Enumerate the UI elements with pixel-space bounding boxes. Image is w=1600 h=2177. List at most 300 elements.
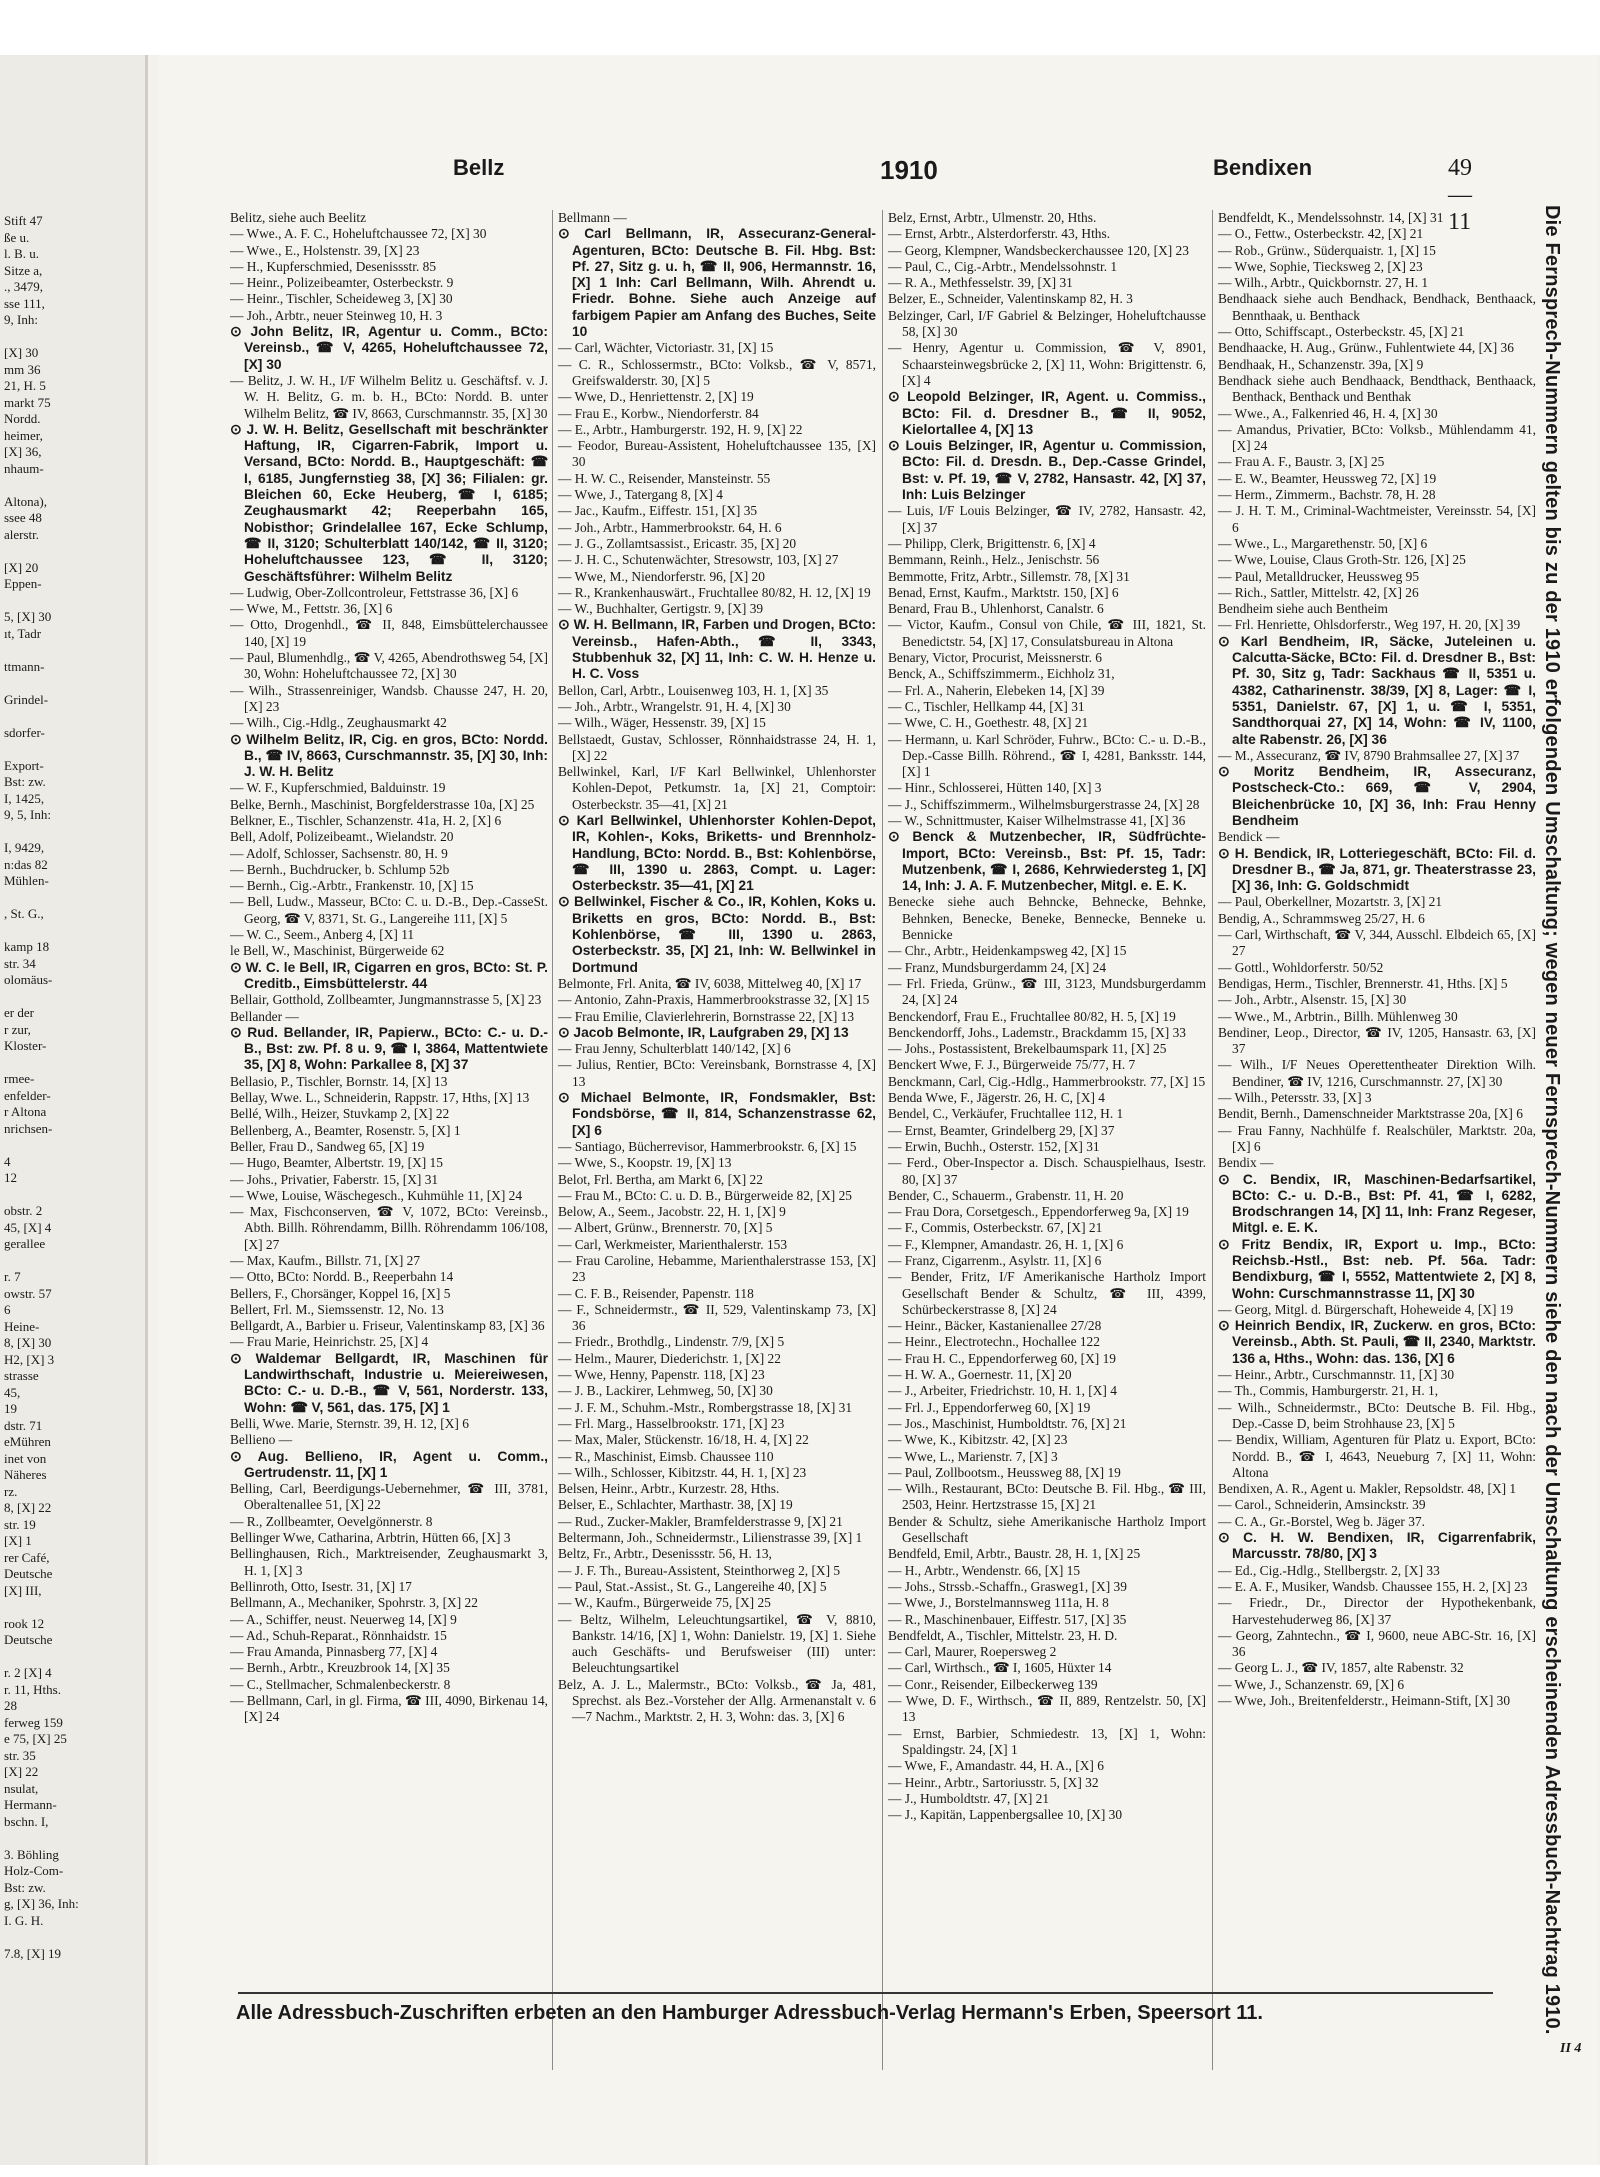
directory-entry: Benad, Ernst, Kaufm., Marktstr. 150, [X] 6	[888, 584, 1119, 600]
directory-entry: Bellair, Gotthold, Zollbeamter, Jungmannstrasse 5, [X] 23	[230, 992, 542, 1008]
directory-entry: — Johs., Strssb.-Schaffn., Grasweg1, [X] 39	[888, 1578, 1127, 1594]
previous-page-line: ., 3479,	[4, 279, 43, 294]
directory-entry: Benard, Frau B., Uhlenhorst, Canalstr. 6	[888, 601, 1104, 617]
directory-entry: — Wwe, Louise, Wäschegesch., Kuhmühle 11, [X] 24	[230, 1187, 523, 1203]
directory-entry: — Frau Marie, Heinrichstr. 25, [X] 4	[230, 1334, 429, 1350]
directory-entry: — Feodor, Bureau-Assistent, Hoheluftchaussee 135, [X] 30	[558, 438, 876, 470]
previous-page-line: obstr. 2	[4, 1203, 43, 1218]
directory-entry: — Carl, Wirthschaft, ☎ V, 344, Ausschl. Elbdeich 65, [X] 27	[1218, 927, 1536, 959]
directory-entry: — W. C., Seem., Anberg 4, [X] 11	[230, 927, 415, 943]
directory-entry: — Amandus, Privatier, BCto: Volksb., Mühlendamm 41, [X] 24	[1218, 421, 1536, 454]
previous-page-line: 21, H. 5	[4, 378, 46, 393]
directory-entry: — F., Schneidermstr., ☎ II, 529, Valentinskamp 73, [X] 36	[558, 1301, 876, 1334]
previous-page-line: Deutsche	[4, 1566, 53, 1581]
previous-page-line: 8, [X] 30	[4, 1335, 52, 1350]
footer-rule	[238, 1992, 1493, 1994]
directory-entry: — Wwe, M., Niendorferstr. 96, [X] 20	[558, 568, 765, 584]
directory-entry: Belzinger, Carl, I/F Gabriel & Belzinger, Hoheluftchausse 58, [X] 30	[888, 307, 1206, 340]
directory-entry: — Wwe, J., Borstelmannsweg 111a, H. 8	[888, 1595, 1109, 1611]
directory-entry: — H. W. C., Reisender, Mansteinstr. 55	[558, 470, 771, 486]
directory-entry: ⊙ C. Bendix, IR, Maschinen-Bedarfsartikel, BCto: C.- u. D.-B., Bst: Pf. 41, ☎ I, 6282, Brodschrangen 14, [X] 11, Inh: Franz Regeser, Mitgl. e. E. K.	[1218, 1171, 1536, 1236]
directory-entry: — Erwin, Buchh., Osterstr. 152, [X] 31	[888, 1138, 1100, 1154]
directory-entry: Beltermann, Joh., Schneidermstr., Lilienstrasse 39, [X] 1	[558, 1530, 863, 1546]
directory-entry: Bellasio, P., Tischler, Bornstr. 14, [X] 13	[230, 1073, 448, 1089]
previous-page-line: Näheres	[4, 1467, 47, 1482]
previous-page-line: enfelder-	[4, 1087, 51, 1103]
directory-entry: ⊙ Louis Belzinger, IR, Agentur u. Commission, BCto: Fil. d. Dresdn. B., Dep.-Casse Grindel, Bst: v. Pf. 19, ☎ V, 2782, Hansastr. 42, [X] 37, Inh: Luis Belzinger	[888, 438, 1206, 503]
directory-entry: — C. F. B., Reisender, Papenstr. 118	[558, 1285, 754, 1301]
previous-page-line: 8, [X] 22	[4, 1500, 52, 1515]
directory-entry: ⊙ John Belitz, IR, Agentur u. Comm., BCto: Vereinsb., ☎ V, 4265, Hoheluftchaussee 72, [X] 30	[230, 324, 548, 372]
directory-entry: Bellieno —	[230, 1432, 293, 1448]
directory-entry: ⊙ Jacob Belmonte, IR, Laufgraben 29, [X] 13	[558, 1024, 849, 1040]
directory-entry: Bendick —	[1218, 829, 1280, 845]
signature-mark: II 4	[1560, 2041, 1582, 2056]
side-margin-notice	[1523, 205, 1583, 2105]
directory-entry: — Wilh., I/F Neues Operettentheater Direktion Wilh. Bendiner, ☎ IV, 1216, Curschmannstr. 27, [X] 30	[1218, 1057, 1536, 1089]
directory-entry: Belke, Bernh., Maschinist, Borgfelderstrasse 10a, [X] 25	[230, 796, 535, 812]
directory-entry: — Jac., Kaufm., Eiffestr. 151, [X] 35	[558, 503, 758, 519]
directory-entry: ⊙ C. H. W. Bendixen, IR, Cigarrenfabrik, Marcusstr. 78/80, [X] 3	[1218, 1530, 1536, 1562]
previous-page-line: [X] 22	[4, 1764, 39, 1779]
directory-entry: — R., Krankenhauswärt., Fruchtallee 80/82, H. 12, [X] 19	[558, 584, 871, 600]
directory-entry: — Bender, Fritz, I/F Amerikanische Hartholz Import Gesellschaft Bender & Schultz, ☎ III, 4399, Schürbeckerstrasse 8, [X] 24	[888, 1269, 1206, 1317]
directory-entry: — Wwe, D., Henriettenstr. 2, [X] 19	[558, 389, 754, 405]
column-2	[552, 210, 876, 2070]
directory-entry: — Paul, Metalldrucker, Heussweg 95	[1218, 568, 1420, 584]
column-3	[882, 210, 1206, 2070]
directory-entry: Bellers, F., Chorsänger, Koppel 16, [X] 5	[230, 1285, 451, 1301]
previous-page-line	[0, 543, 145, 560]
previous-page-line: g, [X] 36, Inh:	[4, 1896, 79, 1911]
directory-entry: — Joh., Arbtr., Hammerbrookstr. 64, H. 6	[558, 519, 782, 535]
directory-entry: — Wwe, K., Kibitzstr. 42, [X] 23	[888, 1432, 1068, 1448]
previous-page-line: mm 36	[4, 361, 41, 377]
directory-entry: — W., Schnittmuster, Kaiser Wilhelmstrasse 41, [X] 36	[888, 812, 1186, 828]
directory-entry: Bellmann —	[558, 210, 627, 225]
previous-page-line: 19	[4, 1401, 17, 1416]
directory-entry: — E. W., Beamter, Heussweg 72, [X] 19	[1218, 470, 1437, 486]
previous-page-line: [X] 30	[4, 345, 39, 360]
previous-page-line: [X] 36,	[4, 444, 42, 459]
directory-entry: — Frau E., Korbw., Niendorferstr. 84	[558, 405, 759, 421]
directory-entry: — Ernst, Barbier, Schmiedestr. 13, [X] 1, Wohn: Spaldingstr. 24, [X] 1	[888, 1725, 1206, 1757]
previous-page-line: [X] III,	[4, 1582, 42, 1598]
directory-entry: Belmonte, Frl. Anita, ☎ IV, 6038, Mittelweg 40, [X] 17	[558, 975, 862, 991]
previous-page-line: str. 34	[4, 955, 36, 971]
directory-entry: — J., Humboldtstr. 47, [X] 21	[888, 1790, 1050, 1806]
directory-entry: — Wilh., Wäger, Hessenstr. 39, [X] 15	[558, 715, 766, 731]
directory-entry: Bendig, A., Schrammsweg 25/27, H. 6	[1218, 910, 1425, 926]
directory-entry: Belkner, E., Tischler, Schanzenstr. 41a, H. 2, [X] 6	[230, 812, 502, 828]
directory-entry: — Rich., Sattler, Mittelstr. 42, [X] 26	[1218, 584, 1419, 600]
previous-page-line: l. B. u.	[4, 246, 40, 261]
previous-page-line: r. 2 [X] 4	[4, 1665, 52, 1680]
directory-entry: — F., Klempner, Amandastr. 26, H. 1, [X] 6	[888, 1236, 1124, 1252]
directory-entry: — Franz, Mundsburgerdamm 24, [X] 24	[888, 959, 1107, 975]
previous-page-line: Grindel-	[4, 691, 49, 707]
previous-page-line	[0, 675, 145, 692]
column-1	[230, 210, 548, 2070]
directory-entry: — Frau Dora, Corsetgesch., Eppendorferweg 9a, [X] 19	[888, 1204, 1189, 1220]
header-right-keyword: Bendixen	[1213, 155, 1313, 180]
directory-entry: — Ernst, Beamter, Grindelberg 29, [X] 37	[888, 1122, 1115, 1138]
previous-page-line: , St. G.,	[4, 906, 44, 921]
directory-entry: Belitz, siehe auch Beelitz	[230, 210, 367, 225]
directory-entry: ⊙ W. C. le Bell, IR, Cigarren en gros, BCto: St. P. Creditb., Eimsbüttelerstr. 44	[230, 959, 548, 991]
directory-entry: ⊙ Bellwinkel, Fischer & Co., IR, Kohlen, Koks u. Briketts en gros, BCto: Nordd. B., Bst: Kohlenbörse, ☎ III, 1390 u. 2863, Osterbeckstr. 35, [X] 21, Inh: W. Bellwinkel in Dortmund	[558, 894, 876, 975]
directory-entry: — Max, Kaufm., Billstr. 71, [X] 27	[230, 1253, 421, 1268]
directory-entry: Belling, Carl, Beerdigungs-Uebernehmer, ☎ III, 3781, Oberaltenallee 51, [X] 22	[230, 1481, 548, 1513]
directory-entry: — Carol., Schneiderin, Amsinckstr. 39	[1218, 1497, 1426, 1513]
directory-entry: ⊙ W. H. Bellmann, IR, Farben und Drogen, BCto: Vereinsb., Hafen-Abth., ☎ II, 3343, Stubbenhuk 32, [X] 11, Inh: C. W. H. Henze u. H. C. Voss	[558, 617, 876, 682]
directory-entry: — E. A. F., Musiker, Wandsb. Chaussee 155, H. 2, [X] 23	[1218, 1578, 1528, 1594]
directory-entry: — O., Fettw., Osterbeckstr. 42, [X] 21	[1218, 226, 1424, 242]
directory-page	[158, 55, 1598, 2165]
previous-page-line	[0, 593, 145, 610]
directory-entry: — Santiago, Bücherrevisor, Hammerbrookstr. 6, [X] 15	[558, 1138, 857, 1154]
directory-entry: — Georg L. J., ☎ IV, 1857, alte Rabenstr. 32	[1218, 1660, 1464, 1676]
previous-page-line: Hermann-	[4, 1797, 57, 1812]
previous-page-line: I. G. H.	[4, 1912, 44, 1928]
directory-entry: — R., Zollbeamter, Oevelgönnerstr. 8	[230, 1513, 433, 1529]
directory-entry: — Carl, Maurer, Roepersweg 2	[888, 1644, 1057, 1660]
previous-page-line: 7.8, [X] 19	[4, 1945, 62, 1961]
directory-entry: Beller, Frau D., Sandweg 65, [X] 19	[230, 1138, 425, 1154]
directory-entry: — Frl. Frieda, Grünw., ☎ III, 3123, Mundsburgerdamm 24, [X] 24	[888, 975, 1206, 1008]
directory-entry: — H., Arbtr., Wendenstr. 66, [X] 15	[888, 1562, 1081, 1578]
directory-entry: — Bellmann, Carl, in gl. Firma, ☎ III, 4090, Birkenau 14, [X] 24	[230, 1693, 548, 1725]
previous-page-line: owstr. 57	[4, 1285, 52, 1301]
previous-page-line: nrichsen-	[4, 1120, 53, 1136]
previous-page-line: markt 75	[4, 394, 51, 410]
directory-entry: — C. R., Schlossermstr., BCto: Volksb., ☎ V, 8571, Greifswalderstr. 30, [X] 5	[558, 356, 876, 388]
directory-entry: — Helm., Maurer, Diederichstr. 1, [X] 22	[558, 1350, 781, 1366]
previous-page-line: bschn. I,	[4, 1813, 49, 1829]
directory-entry: — J. G., Zollamtsassist., Ericastr. 35, [X] 20	[558, 535, 797, 551]
directory-entry: Bellstaedt, Gustav, Schlosser, Rönnhaidstrasse 24, H. 1, [X] 22	[558, 731, 876, 763]
directory-entry: — C. A., Gr.-Borstel, Weg b. Jäger 37.	[1218, 1513, 1425, 1529]
directory-entry: — Bell, Ludw., Masseur, BCto: C. u. D.-B., Dep.-CasseSt. Georg, ☎ V, 8371, St. G., Langereihe 111, [X] 5	[230, 894, 548, 926]
previous-page-line: I, 1425,	[4, 790, 45, 806]
previous-page-line	[0, 642, 145, 659]
directory-entry: — Johs., Privatier, Faberstr. 15, [X] 31	[230, 1171, 439, 1187]
directory-entry: — Max, Maler, Stückenstr. 16/18, H. 4, [X] 22	[558, 1432, 809, 1448]
directory-entry: — W. F., Kupferschmied, Balduinstr. 19	[230, 780, 446, 796]
directory-entry: le Bell, W., Maschinist, Bürgerweide 62	[230, 943, 445, 959]
directory-entry: — Frl. A., Naherin, Elebeken 14, [X] 39	[888, 682, 1105, 698]
directory-entry: — J. F. M., Schuhm.-Mstr., Rombergstrasse 18, [X] 31	[558, 1399, 853, 1415]
previous-page-line	[0, 1137, 145, 1154]
directory-entry: — Heinr., Bäcker, Kastanienallee 27/28	[888, 1318, 1102, 1334]
directory-entry: — Wwe, S., Koopstr. 19, [X] 13	[558, 1155, 732, 1171]
directory-entry: ⊙ Carl Bellmann, IR, Assecuranz-General-Agenturen, BCto: Deutsche B. Fil. Hbg. Bst: Pf. 27, Sitz g. u. h, ☎ II, 906, Hermannstr. 16, [X] 1 Inh: Carl Bellmann, Wilh. Ahrendt u. Friedr. Bohne. Siehe auch Anzeige auf farbigem Papier am Anfang des Buches, Seite 10	[558, 226, 876, 340]
directory-entry: Bellmann, A., Mechaniker, Spohrstr. 3, [X] 22	[230, 1595, 478, 1611]
directory-entry: Belzer, E., Schneider, Valentinskamp 82, H. 3	[888, 291, 1133, 307]
previous-page-line: sse 111,	[4, 295, 45, 311]
directory-entry: — Otto, Drogenhdl., ☎ II, 848, Eimsbüttelerchaussee 140, [X] 19	[230, 617, 548, 649]
directory-entry: — J. F. Th., Bureau-Assistent, Steinthorweg 2, [X] 5	[558, 1562, 841, 1578]
previous-page-edge	[0, 55, 148, 2165]
previous-page-line: 12	[4, 1170, 17, 1185]
previous-page-line: Bst: zw.	[4, 1879, 46, 1895]
directory-entry: — Wwe, J., Tatergang 8, [X] 4	[558, 487, 723, 503]
directory-entry: — Heinr., Tischler, Scheideweg 3, [X] 30	[230, 291, 453, 307]
previous-page-line: Eppen-	[4, 576, 42, 591]
previous-page-line: 45,	[4, 1384, 21, 1400]
column-4	[1212, 210, 1536, 2070]
directory-entry: Bellgardt, A., Barbier u. Friseur, Valentinskamp 83, [X] 36	[230, 1318, 545, 1334]
directory-entry: ⊙ Aug. Bellieno, IR, Agent u. Comm., Gertrudenstr. 11, [X] 1	[230, 1448, 548, 1480]
previous-page-line	[0, 1055, 145, 1072]
directory-entry: ⊙ Michael Belmonte, IR, Fondsmakler, Bst: Fondsbörse, ☎ II, 814, Schanzenstrasse 62, [X] 6	[558, 1090, 876, 1138]
previous-page-line: alerstr.	[4, 526, 40, 542]
directory-entry: — Otto, Schiffscapt., Osterbeckstr. 45, [X] 21	[1218, 324, 1465, 340]
previous-page-line: inet von	[4, 1450, 47, 1466]
directory-entry: Benckendorf, Frau E., Fruchtallee 80/82, H. 5, [X] 19	[888, 1008, 1176, 1024]
directory-entry: — Georg, Mitgl. d. Bürgerschaft, Hoheweide 4, [X] 19	[1218, 1301, 1514, 1317]
directory-entry: — Wwe., L., Margarethenstr. 50, [X] 6	[1218, 535, 1428, 551]
page-number: 49—11	[1448, 155, 1472, 235]
directory-entry: — Frau Fanny, Nachhülfe f. Realschüler, Marktstr. 20a, [X] 6	[1218, 1122, 1536, 1154]
directory-entry: Bellinroth, Otto, Isestr. 31, [X] 17	[230, 1578, 412, 1594]
directory-entry: — Georg, Zahntechn., ☎ I, 9600, neue ABC-Str. 16, [X] 36	[1218, 1627, 1536, 1660]
previous-page-line: 5, [X] 30	[4, 609, 52, 624]
directory-entry: — M., Assecuranz, ☎ IV, 8790 Brahmsallee 27, [X] 37	[1218, 747, 1520, 763]
directory-entry: Bellert, Frl. M., Siemssenstr. 12, No. 13	[230, 1301, 444, 1317]
side-notice-text: Die Fernsprech-Nummern gelten bis zu der 1910 erfolgenden Umschaltung; wegen neuer Fernsprech-Nummern siehe den nach der Umschaltung erscheinenden Adressbuch-Nachtrag 1910.	[1541, 205, 1563, 2035]
previous-page-line: ıt, Tadr	[4, 625, 42, 641]
previous-page-line: 6	[4, 1302, 11, 1317]
previous-page-line: rook 12	[4, 1615, 45, 1631]
directory-entry: Bendfeldt, K., Mendelssohnstr. 14, [X] 31	[1218, 210, 1444, 225]
directory-entry: — Hugo, Beamter, Albertstr. 19, [X] 15	[230, 1155, 443, 1171]
directory-entry: — Paul, C., Cig.-Arbtr., Mendelssohnstr. 1	[888, 258, 1118, 274]
directory-entry: Belli, Wwe. Marie, Sternstr. 39, H. 12, [X] 6	[230, 1415, 469, 1431]
directory-entry: Bellander —	[230, 1008, 299, 1024]
directory-entry: — Wwe, M., Fettstr. 36, [X] 6	[230, 601, 393, 617]
previous-page-line: ttmann-	[4, 658, 45, 674]
directory-entry: — Friedr., Dr., Director der Hypothekenbank, Harvestehuderweg 86, [X] 37	[1218, 1595, 1536, 1627]
directory-entry: — Wilh., Petersstr. 33, [X] 3	[1218, 1090, 1372, 1106]
previous-page-line: kamp 18	[4, 939, 50, 954]
directory-entry: Bellwinkel, Karl, I/F Karl Bellwinkel, Uhlenhorster Kohlen-Depot, Petkumstr. 1a, [X] 21, Comptoir: Osterbeckstr. 35—41, [X] 21	[558, 764, 876, 812]
previous-page-line: [X] 20	[4, 559, 39, 575]
directory-entry: ⊙ Karl Bellwinkel, Uhlenhorster Kohlen-Depot, IR, Kohlen-, Koks, Briketts- und Brennholz-Handlung, BCto: Nordd. B., Bst: Kohlenbörse, ☎ III, 1390 u. 2863, Compt. u. Lager: Osterbeckstr. 35—41, [X] 21	[558, 812, 876, 894]
directory-entry: — Rob., Grünw., Süderquaistr. 1, [X] 15	[1218, 242, 1436, 258]
directory-entry: — Carl, Wirthsch., ☎ I, 1605, Hüxter 14	[888, 1660, 1112, 1676]
previous-page-line: Holz-Com-	[4, 1863, 64, 1878]
directory-entry: — Paul, Blumenhdlg., ☎ V, 4265, Abendrothsweg 54, [X] 30, Wohn: Hoheluftchaussee 72, [X] 30	[230, 650, 548, 682]
previous-page-line: r. 11, Hths.	[4, 1681, 61, 1697]
directory-entry: — Wwe, F., Amandastr. 44, H. A., [X] 6	[888, 1758, 1104, 1774]
directory-entry: Bender & Schultz, siehe Amerikanische Hartholz Import Gesellschaft	[888, 1513, 1206, 1546]
directory-entry: Bendfeldt, A., Tischler, Mittelstr. 23, H. D.	[888, 1627, 1118, 1643]
previous-page-line	[0, 477, 145, 494]
directory-entry: — Th., Commis, Hamburgerstr. 21, H. 1,	[1218, 1383, 1439, 1399]
directory-entry: Bendfeld, Emil, Arbtr., Baustr. 28, H. 1, [X] 25	[888, 1546, 1141, 1562]
directory-entry: ⊙ Rud. Bellander, IR, Papierw., BCto: C.- u. D.-B., Bst: zw. Pf. 8 u. 9, ☎ I, 3864, Mattentwiete 35, [X] 8, Wohn: Parkallee 8, [X] 37	[230, 1024, 548, 1073]
directory-entry: — Max, Fischconserven, ☎ V, 1072, BCto: Vereinsb., Abth. Billh. Röhrendamm, Billh. Röhrendamm 106/108, [X] 27	[230, 1204, 548, 1252]
directory-entry: Benckendorff, Johs., Lademstr., Brackdamm 15, [X] 33	[888, 1024, 1186, 1040]
directory-entry: Bell, Adolf, Polizeibeamt., Wielandstr. 20	[230, 829, 454, 845]
directory-entry: — Friedr., Brothdlg., Lindenstr. 7/9, [X] 5	[558, 1334, 785, 1350]
previous-page-line	[0, 890, 145, 907]
directory-entry: ⊙ Wilhelm Belitz, IR, Cig. en gros, BCto: Nordd. B., ☎ IV, 8663, Curschmannstr. 35, [X] 30, Inh: J. W. H. Belitz	[230, 731, 548, 780]
directory-entry: — Johs., Postassistent, Brekelbaumspark 11, [X] 25	[888, 1041, 1167, 1057]
directory-entry: — Frl. J., Eppendorferweg 60, [X] 19	[888, 1399, 1091, 1415]
directory-entry: — Heinr., Polizeibeamter, Osterbeckstr. 9	[230, 275, 454, 291]
directory-entry: — Antonio, Zahn-Praxis, Hammerbrookstrasse 32, [X] 15	[558, 992, 870, 1008]
directory-entry: — Frau Jenny, Schulterblatt 140/142, [X] 6	[558, 1041, 791, 1057]
directory-entry: — Wwe, D. F., Wirthsch., ☎ II, 889, Rentzelstr. 50, [X] 13	[888, 1693, 1206, 1725]
directory-entry: — Hermann, u. Karl Schröder, Fuhrw., BCto: C.- u. D.-B., Dep.-Casse Billh. Röhrend., ☎ I, 4281, Banksstr. 144, [X] 1	[888, 731, 1206, 780]
previous-page-line: heimer,	[4, 427, 43, 443]
directory-entry: — Frau M., BCto: C. u. D. B., Bürgerweide 82, [X] 25	[558, 1187, 852, 1203]
previous-page-line: Heine-	[4, 1318, 40, 1334]
directory-entry: Benckmann, Carl, Cig.-Hdlg., Hammerbrookstr. 77, [X] 15	[888, 1073, 1206, 1089]
directory-entry: Beltz, Fr., Arbtr., Desenissstr. 56, H. 13,	[558, 1546, 772, 1562]
footer-notice: Alle Adressbuch-Zuschriften erbeten an den Hamburger Adressbuch-Verlag Hermann's Erben, Speersort 11.	[236, 2002, 1263, 2024]
directory-entry: — Wilh., Restaurant, BCto: Deutsche B. Fil. Hbg., ☎ III, 2503, Heinr. Hertzstrasse 15, [X] 21	[888, 1481, 1206, 1513]
directory-entry: — Bernh., Cig.-Arbtr., Frankenstr. 10, [X] 15	[230, 878, 474, 894]
directory-entry: — Frl. Henriette, Ohlsdorferstr., Weg 197, H. 20, [X] 39	[1218, 617, 1521, 633]
directory-entry: — Wilh., Strassenreiniger, Wandsb. Chausse 247, H. 20, [X] 23	[230, 682, 548, 714]
directory-entry: — Chr., Arbtr., Heidenkampsweg 42, [X] 15	[888, 943, 1127, 959]
directory-entry: — Joh., Arbtr., Wrangelstr. 91, H. 4, [X] 30	[558, 698, 791, 714]
directory-entry: — Paul, Stat.-Assist., St. G., Langereihe 40, [X] 5	[558, 1578, 827, 1594]
directory-entry: — Wilh., Arbtr., Quickbornstr. 27, H. 1	[1218, 275, 1429, 291]
directory-entry: — Joh., Arbtr., Alsenstr. 15, [X] 30	[1218, 992, 1407, 1008]
directory-entry: — Frau Caroline, Hebamme, Marienthalerstrasse 153, [X] 23	[558, 1253, 876, 1285]
previous-page-line: r. 7	[4, 1269, 21, 1284]
previous-page-line: rer Café,	[4, 1549, 50, 1565]
directory-entry: — J., Arbeiter, Friedrichstr. 10, H. 1, [X] 4	[888, 1383, 1117, 1399]
directory-entry: — Ad., Schuh-Reparat., Rönnhaidstr. 15	[230, 1627, 447, 1643]
previous-page-line: strasse	[4, 1368, 39, 1383]
directory-entry: — Wilh., Schlosser, Kibitzstr. 44, H. 1, [X] 23	[558, 1464, 807, 1480]
previous-page-line: Nordd.	[4, 411, 41, 426]
directory-entry: — Wwe, Sophie, Tiecksweg 2, [X] 23	[1218, 258, 1423, 274]
directory-entry: — Philipp, Clerk, Brigittenstr. 6, [X] 4	[888, 535, 1096, 551]
directory-entry: — H., Kupferschmied, Desenissstr. 85	[230, 258, 437, 274]
previous-page-line: r zur,	[4, 1021, 31, 1037]
directory-entry: ⊙ Waldemar Bellgardt, IR, Maschinen für Landwirthschaft, Industrie u. Meiereiwesen, BCto: C.- u. D.-B., ☎ V, 561, Norderstr. 133, Wohn: ☎ V, 561, das. 175, [X] 1	[230, 1350, 548, 1415]
directory-entry: — Jos., Maschinist, Humboldtstr. 76, [X] 21	[888, 1415, 1127, 1431]
directory-entry: — Frl. Marg., Hasselbrookstr. 171, [X] 23	[558, 1415, 785, 1431]
previous-page-line	[0, 1830, 145, 1847]
previous-page-line	[0, 708, 145, 725]
directory-entry: ⊙ J. W. H. Belitz, Gesellschaft mit beschränkter Haftung, IR, Cigarren-Fabrik, Import u. Versand, BCto: Nordd. B., Hauptgeschäft: ☎ I, 6185, Jungfernstieg 38, [X] 36; Filialen: gr. Bleichen 60, Ecke Heuberg, ☎ I, 6185; Zeughausmarkt 42; Reeperbahn 165, Nobisthor; Grindelallee 167, Ecke Schlump, ☎ II, 3120; Schulterblatt 140/142, ☎ II, 3120; Hoheluftchaussee 123, ☎ II, 3120; Geschäftsführer: Wilhelm Belitz	[230, 421, 548, 584]
previous-page-line: olomäus-	[4, 972, 53, 987]
directory-entry: Belsen, Heinr., Arbtr., Kurzestr. 28, Hths.	[558, 1481, 780, 1497]
directory-entry: Bemmotte, Fritz, Arbtr., Sillemstr. 78, [X] 31	[888, 568, 1130, 584]
directory-entry: Benary, Victor, Procurist, Meissnerstr. 6	[888, 650, 1102, 666]
directory-entry: — R., Maschinenbauer, Eiffestr. 517, [X] 35	[888, 1611, 1127, 1627]
previous-page-line	[0, 923, 145, 940]
previous-page-line: 9, 5, Inh:	[4, 807, 51, 822]
previous-page-text	[0, 55, 145, 1962]
previous-page-line: n:das 82	[4, 856, 48, 872]
directory-entry: ⊙ Leopold Belzinger, IR, Agent. u. Commiss., BCto: Fil. d. Dresdner B., ☎ II, 9052, Kielortallee 4, [X] 13	[888, 389, 1206, 437]
directory-entry: — Franz, Cigarrenm., Asylstr. 11, [X] 6	[888, 1253, 1102, 1268]
directory-entry: — Rud., Zucker-Makler, Bramfelderstrasse 9, [X] 21	[558, 1513, 843, 1529]
directory-entry: Belser, E., Schlachter, Marthastr. 38, [X] 19	[558, 1497, 793, 1513]
directory-entry: — Herm., Zimmerm., Bachstr. 78, H. 28	[1218, 487, 1436, 503]
directory-entry: Bellé, Wilh., Heizer, Stuvkamp 2, [X] 22	[230, 1106, 450, 1122]
directory-entry: — Wwe, Joh., Breitenfelderstr., Heimann-Stift, [X] 30	[1218, 1693, 1511, 1709]
directory-entry: Bemmann, Reinh., Helz., Jenischstr. 56	[888, 552, 1100, 568]
directory-entry: Bellinger Wwe, Catharina, Arbtrin, Hütten 66, [X] 3	[230, 1530, 511, 1546]
directory-entry: — Wwe., M., Arbtrin., Billh. Mühlenweg 30	[1218, 1008, 1458, 1024]
previous-page-line: r Altona	[4, 1104, 47, 1119]
directory-entry: — J., Schiffszimmerm., Wilhelmsburgerstrasse 24, [X] 28	[888, 796, 1200, 812]
directory-entry: — W., Buchhalter, Gertigstr. 9, [X] 39	[558, 601, 764, 617]
directory-entry: — Frau A. F., Baustr. 3, [X] 25	[1218, 454, 1385, 470]
previous-page-line: Mühlen-	[4, 873, 49, 888]
directory-entry: — Wwe, Louise, Claus Groth-Str. 126, [X] 25	[1218, 552, 1466, 568]
directory-entry: — Wilh., Schneidermstr., BCto: Deutsche B. Fil. Hbg., Dep.-Casse D, beim Strohhause 23, [X] 5	[1218, 1399, 1536, 1431]
directory-entry: Benecke siehe auch Behncke, Behnecke, Behnke, Behnken, Benecke, Beneke, Bennecke, Benneke u. Bennicke	[888, 894, 1206, 943]
directory-columns	[230, 210, 1590, 2070]
previous-page-line: ße u.	[4, 229, 30, 245]
directory-entry: — C., Tischler, Hellkamp 44, [X] 31	[888, 698, 1085, 714]
directory-entry: — Paul, Oberkellner, Mozartstr. 3, [X] 21	[1218, 894, 1443, 910]
directory-entry: — Wwe., A., Falkenried 46, H. 4, [X] 30	[1218, 405, 1438, 421]
directory-entry: Bellenberg, A., Beamter, Rosenstr. 5, [X] 1	[230, 1122, 461, 1138]
previous-page-line: [X] 1	[4, 1533, 32, 1548]
directory-entry: — Joh., Arbtr., neuer Steinweg 10, H. 3	[230, 307, 443, 323]
previous-page-line: str. 19	[4, 1516, 36, 1532]
previous-page-line	[0, 329, 145, 346]
directory-entry: Bendit, Bernh., Damenschneider Marktstrasse 20a, [X] 6	[1218, 1106, 1523, 1122]
previous-page-line: ssee 48	[4, 510, 42, 525]
directory-entry: Benck, A., Schiffszimmerm., Eichholz 31,	[888, 666, 1115, 682]
directory-entry: — H. W. A., Goernestr. 11, [X] 20	[888, 1367, 1072, 1383]
directory-entry: — Beltz, Wilhelm, Leleuchtungsartikel, ☎ V, 8810, Bankstr. 14/16, [X] 1, Wohn: Danielstr. 19, [X] 1. Siehe auch Geschäfts- und Berufsweiser (III) unter: Beleuchtungsartikel	[558, 1611, 876, 1676]
directory-entry: — Wwe, L., Marienstr. 7, [X] 3	[888, 1448, 1058, 1464]
directory-entry: — Adolf, Schlosser, Sachsenstr. 80, H. 9	[230, 845, 448, 861]
previous-page-line: ferweg 159	[4, 1714, 63, 1730]
directory-entry: Belot, Frl. Bertha, am Markt 6, [X] 22	[558, 1171, 763, 1187]
directory-entry: — Paul, Zollbootsm., Heussweg 88, [X] 19	[888, 1464, 1121, 1480]
previous-page-line: e 75, [X] 25	[4, 1731, 67, 1746]
previous-page-line: Sitze a,	[4, 262, 43, 278]
directory-entry: Bender, C., Schauerm., Grabenstr. 11, H. 20	[888, 1187, 1124, 1203]
previous-page-line: 45, [X] 4	[4, 1219, 52, 1235]
directory-entry: — Ferd., Ober-Inspector a. Disch. Schauspielhaus, Isestr. 80, [X] 37	[888, 1155, 1206, 1187]
header-left-keyword: Bellz	[453, 155, 505, 180]
directory-entry: — R., Maschinist, Eimsb. Chaussee 110	[558, 1448, 774, 1464]
directory-entry: — Otto, BCto: Nordd. B., Reeperbahn 14	[230, 1269, 454, 1285]
previous-page-line: eMühren	[4, 1434, 51, 1449]
directory-entry: Bendhaacke, H. Aug., Grünw., Fuhlentwiete 44, [X] 36	[1218, 340, 1514, 356]
directory-entry: Bellinghausen, Rich., Marktreisender, Zeughausmarkt 3, H. 1, [X] 3	[230, 1546, 548, 1578]
directory-entry: — E., Arbtr., Hamburgerstr. 192, H. 9, [X] 22	[558, 421, 803, 437]
previous-page-line: 9, Inh:	[4, 312, 38, 327]
directory-entry: — Frau Amanda, Pinnasberg 77, [X] 4	[230, 1644, 438, 1660]
previous-page-line: rz.	[4, 1483, 18, 1499]
directory-entry: Benckert Wwe, F. J., Bürgerweide 75/77, H. 7	[888, 1057, 1136, 1073]
directory-entry: — Bernh., Arbtr., Kreuzbrook 14, [X] 35	[230, 1660, 450, 1676]
previous-page-line: nsulat,	[4, 1780, 39, 1796]
directory-entry: — Wwe, Henny, Papenstr. 118, [X] 23	[558, 1367, 765, 1383]
directory-entry: — Julius, Rentier, BCto: Vereinsbank, Bornstrasse 4, [X] 13	[558, 1057, 876, 1089]
directory-entry: — Wilh., Cig.-Hdlg., Zeughausmarkt 42	[230, 715, 447, 731]
directory-entry: — Heinr., Arbtr., Curschmannstr. 11, [X] 30	[1218, 1367, 1455, 1383]
directory-entry: ⊙ H. Bendick, IR, Lotteriegeschäft, BCto: Fil. d. Dresdner B., ☎ Ja, 871, gr. Theaterstrasse 23, [X] 36, Inh: G. Goldschmidt	[1218, 845, 1536, 894]
directory-entry: — Wwe, J., Schanzenstr. 69, [X] 6	[1218, 1676, 1405, 1692]
